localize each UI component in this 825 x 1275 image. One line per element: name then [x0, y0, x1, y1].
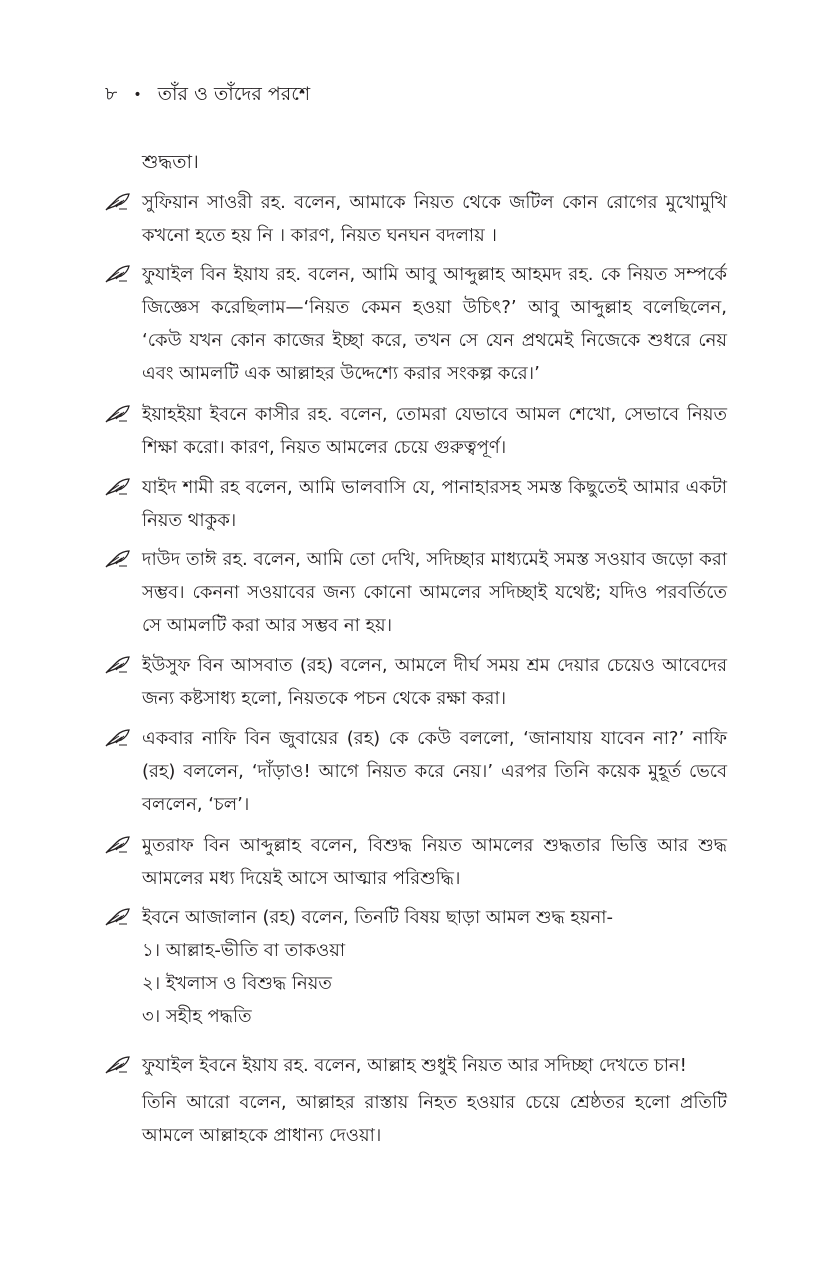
quill-pen-icon: [105, 1055, 131, 1075]
quill-pen-icon: [105, 835, 131, 855]
conditions-intro: ইবনে আজালান (রহ) বলেন, তিনটি বিষয় ছাড়া আমল শুদ্ধ হয়না-: [142, 907, 613, 928]
list-item: ৩। সহীহ পদ্ধতি: [142, 1006, 252, 1027]
conditions-list: [142, 934, 727, 1033]
quill-pen-icon: [105, 655, 131, 675]
quote-entry: [105, 829, 727, 895]
quote-entry: [105, 471, 727, 537]
header-separator: •: [133, 86, 142, 103]
quote-entry: [105, 649, 727, 715]
quill-pen-icon: [105, 477, 131, 497]
quote-entry: [105, 1049, 727, 1152]
quill-pen-icon: [105, 907, 131, 927]
quote-text-continued: তিনি আরো বলেন, আল্লাহর রাস্তায় নিহত হওয়ার চেয়ে শ্রেষ্ঠতর হলো প্রতিটি আমলে আল্লাহকে প্রাধান্য দেওয়া।: [142, 1092, 727, 1146]
quote-text: মুতরাফ বিন আব্দুল্লাহ বলেন, বিশুদ্ধ নিয়ত আমলের শুদ্ধতার ভিত্তি আর শুদ্ধ আমলের মধ্য দিয়েই আসে আত্মার পরিশুদ্ধি।: [142, 835, 727, 889]
quill-pen-icon: [105, 404, 131, 424]
quill-pen-icon: [105, 264, 131, 284]
list-item: ২। ইখলাস ও বিশুদ্ধ নিয়ত: [142, 973, 332, 994]
quote-text: যাইদ শামী রহ বলেন, আমি ভালবাসি যে, পানাহারসহ সমস্ত কিছুতেই আমার একটা নিয়ত থাকুক।: [142, 477, 727, 531]
quote-text: ইউসুফ বিন আসবাত (রহ) বলেন, আমলে দীর্ঘ সময় শ্রম দেয়ার চেয়েও আবেদের জন্য কষ্টসাধ্য হলো, নিয়তকে পচন থেকে রক্ষা করা।: [142, 655, 727, 709]
quill-pen-icon: [105, 549, 131, 569]
book-title: তাঁর ও তাঁদের পরশে: [157, 83, 311, 105]
conditions-entry: [105, 901, 727, 1033]
quill-pen-icon: [105, 728, 131, 748]
quill-pen-icon: [105, 192, 131, 212]
quote-text: দাউদ তাঈ রহ. বলেন, আমি তো দেখি, সদিচ্ছার মাধ্যমেই সমস্ত সওয়াব জড়ো করা সম্ভব। কেননা সওয়াবের জন্য কোনো আমলের সদিচ্ছাই যথেষ্ট; যদিও পরবর্তিতে সে আমলটি করা আর সম্ভব না হয়।: [142, 549, 727, 636]
quote-entry: [105, 543, 727, 642]
quote-text: ইয়াহইয়া ইবনে কাসীর রহ. বলেন, তোমরা যেভাবে আমল শেখো, সেভাবে নিয়ত শিক্ষা করো। কারণ, নিয়ত আমলের চেয়ে গুরুত্বপূর্ণ।: [142, 404, 727, 458]
quote-entry: [105, 186, 727, 252]
quote-text: ফুযাইল বিন ইয়ায রহ. বলেন, আমি আবু আব্দুল্লাহ আহমদ রহ. কে নিয়ত সম্পর্কে জিজ্ঞেস করেছিলাম—‘নিয়ত কেমন হওয়া উচিৎ?’ আবু আব্দুল্লাহ বলেছিলেন, ‘কেউ যখন কোন কাজের ইচ্ছা করে, তখন সে যেন প্রথমেই নিজেকে শুধরে নেয় এবং আমলটি এক আল্লাহর উদ্দেশ্যে করার সংকল্প করে।’: [142, 264, 727, 384]
quote-text: একবার নাফি বিন জুবায়ের (রহ) কে কেউ বললো, ‘জানাযায় যাবেন না?’ নাফি (রহ) বললেন, ‘দাঁড়াও! আগে নিয়ত করে নেয়।’ এরপর তিনি কয়েক মুহূর্ত ভেবে বললেন, ‘চল’।: [142, 728, 727, 815]
page-number: ৮: [105, 83, 118, 105]
continued-text: শুদ্ধতা।: [142, 151, 199, 173]
list-item: ১। আল্লাহ-ভীতি বা তাকওয়া: [142, 940, 346, 961]
page-header: [105, 80, 310, 109]
quote-text: ফুযাইল ইবনে ইয়ায রহ. বলেন, আল্লাহ শুধুই নিয়ত আর সদিচ্ছা দেখতে চান!: [142, 1055, 687, 1076]
quote-entry: [105, 722, 727, 821]
quote-entry: [105, 398, 727, 464]
quote-entry: [105, 258, 727, 390]
quote-text: সুফিয়ান সাওরী রহ. বলেন, আমাকে নিয়ত থেকে জটিল কোন রোগের মুখোমুখি কখনো হতে হয় নি । কারণ, নিয়ত ঘনঘন বদলায় ।: [142, 192, 727, 246]
